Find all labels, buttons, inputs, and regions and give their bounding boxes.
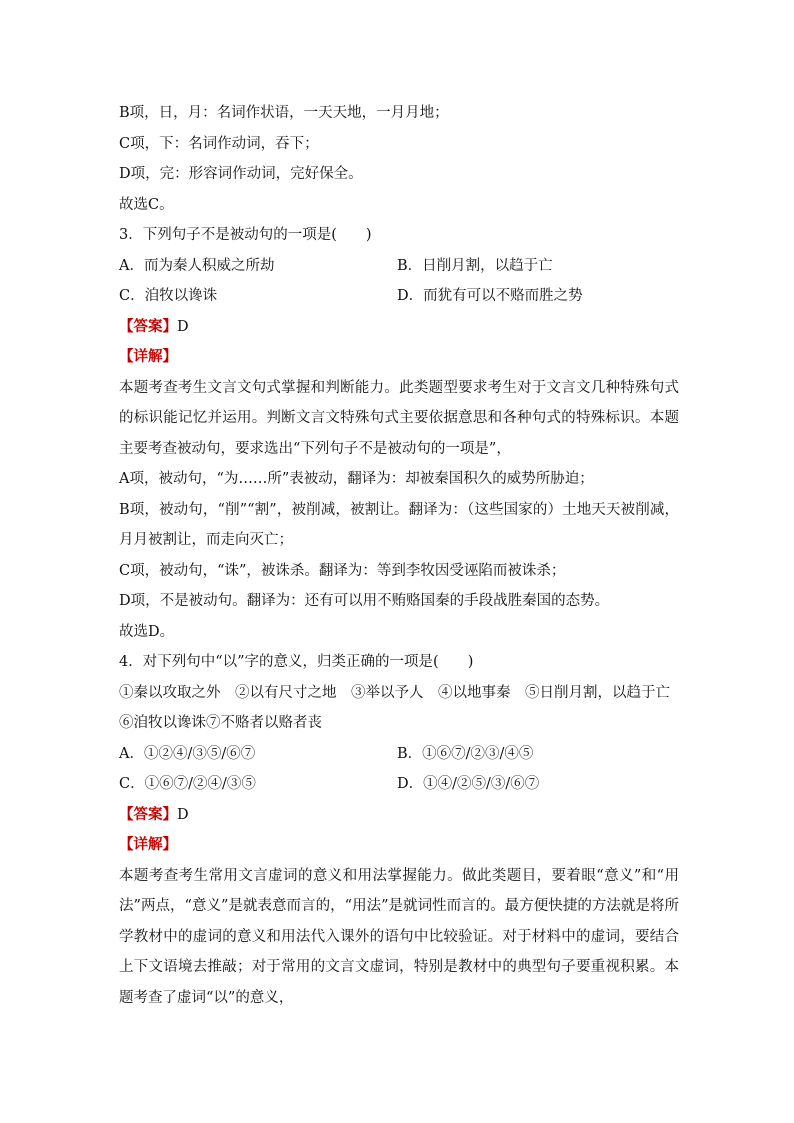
question-4-option-c: C．①⑥⑦/②④/③⑤ — [119, 776, 256, 792]
question-4-items-line-2: ⑥洎牧以谗诛⑦不赂者以赂者丧 — [119, 715, 322, 731]
detail-label: 【详解】 — [119, 348, 177, 365]
answer-value: D — [177, 318, 189, 335]
question-3-explanation-b: B项，被动句，“削”“割”，被削减，被割让。翻译为：（这些国家的）土地天天被削减，月月被割让，而走向灭亡； — [119, 501, 679, 548]
question-3-conclusion: 故选D。 — [119, 623, 175, 640]
conclusion-line: 故选C。 — [119, 196, 174, 213]
question-3-answer — [119, 312, 679, 343]
question-3-option-d: D．而犹有可以不赂而胜之势 — [397, 288, 583, 304]
answer-label: 【答案】 — [119, 317, 177, 335]
question-3-detail-heading — [119, 342, 679, 373]
question-3-option-b: B．日削月割，以趋于亡 — [397, 257, 553, 274]
page-content — [119, 98, 679, 1013]
question-4-options-row-2 — [119, 769, 679, 800]
question-4-option-a: A．①②④/③⑤/⑥⑦ — [119, 745, 256, 762]
answer-label: 【答案】 — [119, 805, 177, 823]
question-4-stem: 4．对下列句中“以”字的意义，归类正确的一项是( ) — [119, 654, 474, 670]
question-3-stem: 3．下列句子不是被动句的一项是( ) — [119, 227, 372, 243]
question-3-options-row-2 — [119, 281, 679, 312]
explanation-line-d: D项，完：形容词作动词，完好保全。 — [119, 166, 363, 182]
explanation-line-b: B项，日，月：名词作状语，一天天地，一月月地； — [119, 105, 449, 121]
question-3-option-a: A．而为秦人积威之所劫 — [119, 257, 275, 274]
question-3-option-c: C．洎牧以谗诛 — [119, 288, 218, 304]
question-3-detail-text: 本题考查考生文言文句式掌握和判断能力。此类题型要求考生对于文言文几种特殊句式的标识能记忆并运用。判断文言文特殊句式主要依据意思和各种句式的特殊标识。本题主要考查被动句，要求选出“下列句子不是被动句的一项是”， — [119, 379, 679, 457]
question-4-detail-heading — [119, 830, 679, 861]
question-4-items-line-1: ①秦以攻取之外 ②以有尺寸之地 ③举以予人 ④以地事秦 ⑤日削月割，以趋于亡 — [119, 684, 670, 701]
question-3-options-row-1 — [119, 251, 679, 282]
detail-label: 【详解】 — [119, 836, 177, 853]
question-4-option-d: D．①④/②⑤/③/⑥⑦ — [397, 776, 540, 792]
question-3-explanation-c: C项，被动句，“诛”，被诛杀。翻译为：等到李牧因受诬陷而被诛杀； — [119, 562, 566, 579]
question-3-explanation-d: D项，不是被动句。翻译为：还有可以用不贿赂国秦的手段战胜秦国的态势。 — [119, 593, 610, 609]
answer-value: D — [177, 806, 189, 823]
question-3-explanation-a: A项，被动句，“为……所”表被动，翻译为：却被秦国积久的威势所胁迫； — [119, 471, 594, 487]
explanation-line-c: C项，下：名词作动词，吞下； — [119, 135, 319, 152]
question-4-detail-text: 本题考查考生常用文言虚词的意义和用法掌握能力。做此类题目，要着眼“意义”和“用法”两点，“意义”是就表意而言的，“用法”是就词性而言的。最方便快捷的方法就是将所学教材中的虚词的意义和用法代入课外的语句中比较验证。对于材料中的虚词，要结合上下文语境去推敲；对于常用的文言文虚词，特别是教材中的典型句子要重视积累。本题考查了虚词“以”的意义， — [119, 867, 679, 1006]
question-4-options-row-1 — [119, 739, 679, 770]
question-4-option-b: B．①⑥⑦/②③/④⑤ — [397, 745, 534, 762]
question-4-answer — [119, 800, 679, 831]
